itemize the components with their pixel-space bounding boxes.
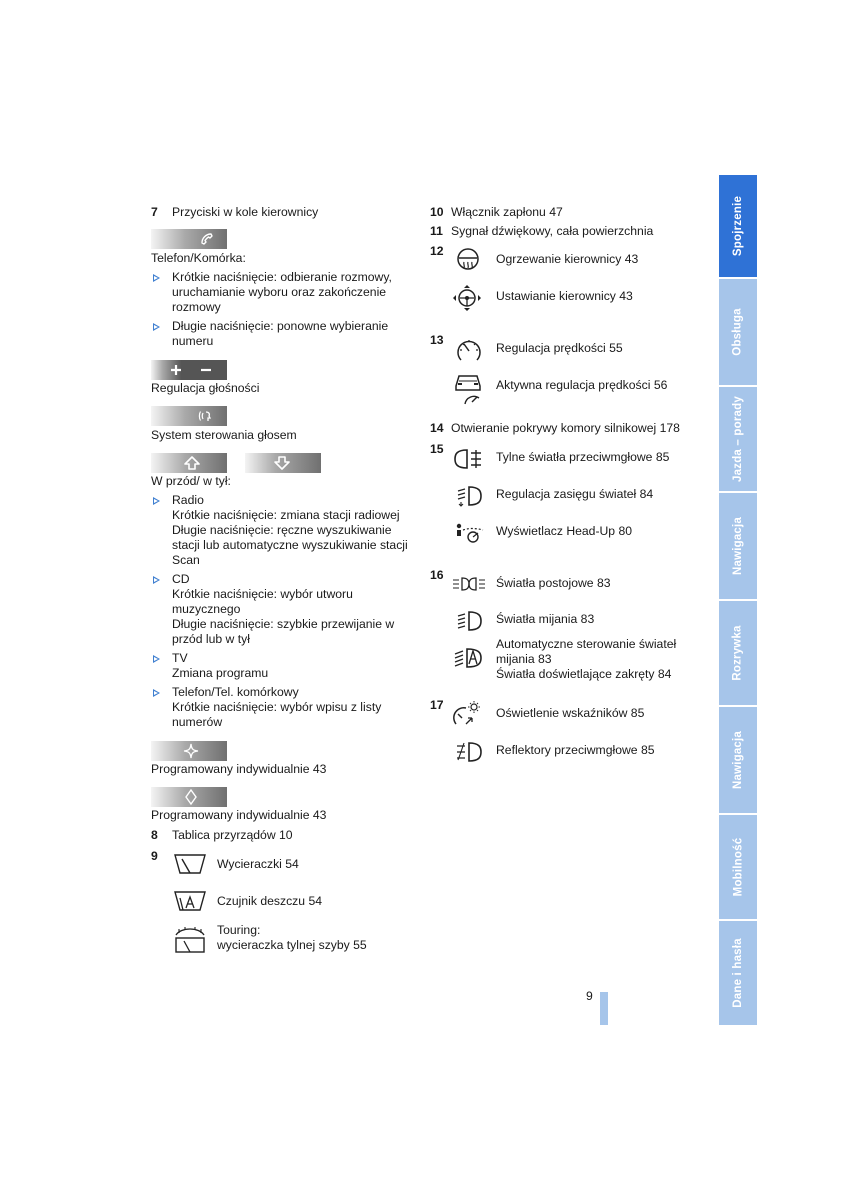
- star-diamond-icon: [183, 743, 199, 759]
- arrow-up-icon: [183, 455, 201, 471]
- bullet-icon: [153, 689, 160, 697]
- lowbeam-text: Światła mijania 83: [496, 612, 595, 626]
- adjust-text: Ustawianie kierownicy 43: [496, 289, 633, 303]
- phone-bullet1-line1: Krótkie naciśnięcie: odbieranie rozmowy,: [172, 270, 392, 284]
- headlight-range-icon: [455, 485, 483, 507]
- bullet-icon: [153, 655, 160, 663]
- diamond-icon: [185, 789, 197, 805]
- item-number-14: 14: [430, 421, 444, 435]
- tab-mobilnosc[interactable]: Mobilność: [719, 815, 757, 919]
- cd-line4: przód lub w tył: [172, 632, 250, 646]
- tab-rozrywka[interactable]: Rozrywka: [719, 601, 757, 705]
- tab-jazda-porady[interactable]: Jazda – porady: [719, 387, 757, 491]
- item-number-12: 12: [430, 244, 444, 258]
- down-button-image: [245, 453, 321, 473]
- radio-line2: Długie naciśnięcie: ręczne wyszukiwanie: [172, 523, 392, 537]
- item-number-11: 11: [430, 224, 443, 238]
- bullet-icon: [153, 497, 160, 505]
- instr-text: Oświetlenie wskaźników 85: [496, 706, 645, 720]
- auto-line1: Automatyczne sterowanie świateł: [496, 637, 677, 651]
- low-beam-icon: [455, 610, 483, 632]
- tv-line1: Zmiana programu: [172, 666, 269, 680]
- cruise-control-icon: [455, 336, 483, 364]
- rain-text: Czujnik deszczu 54: [217, 894, 322, 908]
- parking-text: Światła postojowe 83: [496, 576, 611, 590]
- phone-label: Telefon/Komórka:: [151, 251, 246, 265]
- touring-line2: wycieraczka tylnej szyby 55: [217, 938, 367, 952]
- bullet-icon: [153, 323, 160, 331]
- updown-label: W przód/ w tył:: [151, 474, 231, 488]
- prog2-button-image: [151, 787, 227, 807]
- cd-title: CD: [172, 572, 190, 586]
- hud-text: Wyświetlacz Head-Up 80: [496, 524, 633, 538]
- plus-icon: [170, 364, 182, 376]
- radio-line3: stacji lub automatyczne wyszukiwanie stacji: [172, 538, 408, 552]
- item-number-8: 8: [151, 828, 158, 842]
- heat-text: Ogrzewanie kierownicy 43: [496, 252, 639, 266]
- radio-title: Radio: [172, 493, 204, 507]
- item-10-text: Włącznik zapłonu 47: [451, 205, 563, 219]
- page-number-marker: [600, 992, 608, 1025]
- tv-title: TV: [172, 651, 188, 665]
- prog2-label: Programowany indywidualnie 43: [151, 808, 327, 822]
- rearfog-text: Tylne światła przeciwmgłowe 85: [496, 450, 670, 464]
- item-7-title: Przyciski w kole kierownicy: [172, 205, 319, 219]
- voice-label: System sterowania głosem: [151, 428, 297, 442]
- steering-adjust-icon: [452, 284, 482, 312]
- acc-text: Aktywna regulacja prędkości 56: [496, 378, 668, 392]
- tel-line1: Krótkie naciśnięcie: wybór wpisu z listy: [172, 700, 382, 714]
- tab-spojrzenie[interactable]: Spojrzenie: [719, 175, 757, 277]
- item-number-10: 10: [430, 205, 444, 219]
- parking-light-icon: [452, 576, 486, 592]
- radio-line4: Scan: [172, 553, 200, 567]
- bullet-icon: [153, 274, 160, 282]
- phone-bullet1-line2: uruchamianie wyboru oraz zakończenie: [172, 285, 387, 299]
- up-button-image: [151, 453, 227, 473]
- phone-bullet2-line2: numeru: [172, 334, 214, 348]
- item-number-15: 15: [430, 442, 444, 456]
- prog1-label: Programowany indywidualnie 43: [151, 762, 327, 776]
- item-8-text: Tablica przyrządów 10: [172, 828, 293, 842]
- item-14-text: Otwieranie pokrywy komory silnikowej 178: [451, 421, 680, 435]
- tab-nawigacja[interactable]: Nawigacja: [719, 493, 757, 599]
- voice-icon: [197, 408, 215, 424]
- rear-wiper-icon: [173, 925, 207, 955]
- range-text: Regulacja zasięgu świateł 84: [496, 487, 654, 501]
- rain-sensor-icon: [173, 890, 207, 912]
- item-number-9: 9: [151, 849, 158, 863]
- item-11-text: Sygnał dźwiękowy, cała powierzchnia: [451, 224, 654, 238]
- rear-fog-light-icon: [453, 448, 485, 470]
- phone-bullet1-line3: rozmowy: [172, 300, 221, 314]
- bullet-icon: [153, 576, 160, 584]
- instrument-lighting-icon: [452, 700, 484, 728]
- item-number-7: 7: [151, 205, 158, 219]
- item-number-13: 13: [430, 333, 444, 347]
- front-fog-light-icon: [455, 741, 483, 763]
- phone-bullet2-line1: Długie naciśnięcie: ponowne wybieranie: [172, 319, 389, 333]
- cd-line3: Długie naciśnięcie: szybkie przewijanie w: [172, 617, 395, 631]
- head-up-display-icon: [453, 522, 485, 544]
- active-cruise-icon: [452, 370, 484, 406]
- auto-headlight-icon: [453, 645, 485, 671]
- tab-nawigacja-2[interactable]: Nawigacja: [719, 707, 757, 813]
- tel-line2: numerów: [172, 715, 223, 729]
- wipers-text: Wycieraczki 54: [217, 857, 299, 871]
- auto-line3: Światła doświetlające zakręty 84: [496, 667, 672, 681]
- page-number: 9: [586, 989, 593, 1003]
- steering-heat-icon: [454, 247, 482, 275]
- auto-line2: mijania 83: [496, 652, 552, 666]
- phone-button-image: [151, 229, 227, 249]
- tab-dane-i-hasla[interactable]: Dane i hasła: [719, 921, 757, 1025]
- voice-button-image: [151, 406, 227, 426]
- frontfog-text: Reflektory przeciwmgłowe 85: [496, 743, 655, 757]
- volume-label: Regulacja głośności: [151, 381, 260, 395]
- radio-line1: Krótkie naciśnięcie: zmiana stacji radiowej: [172, 508, 400, 522]
- cd-line2: muzycznego: [172, 602, 241, 616]
- cruise-text: Regulacja prędkości 55: [496, 341, 623, 355]
- volume-button-image: [151, 360, 227, 380]
- phone-icon: [199, 231, 215, 247]
- wiper-icon: [173, 853, 207, 875]
- minus-icon: [200, 364, 212, 376]
- item-number-16: 16: [430, 568, 444, 582]
- tab-obsluga[interactable]: Obsługa: [719, 279, 757, 385]
- prog1-button-image: [151, 741, 227, 761]
- item-number-17: 17: [430, 698, 444, 712]
- arrow-down-icon: [273, 455, 291, 471]
- tel-title: Telefon/Tel. komórkowy: [172, 685, 299, 699]
- cd-line1: Krótkie naciśnięcie: wybór utworu: [172, 587, 353, 601]
- touring-line1: Touring:: [217, 923, 261, 937]
